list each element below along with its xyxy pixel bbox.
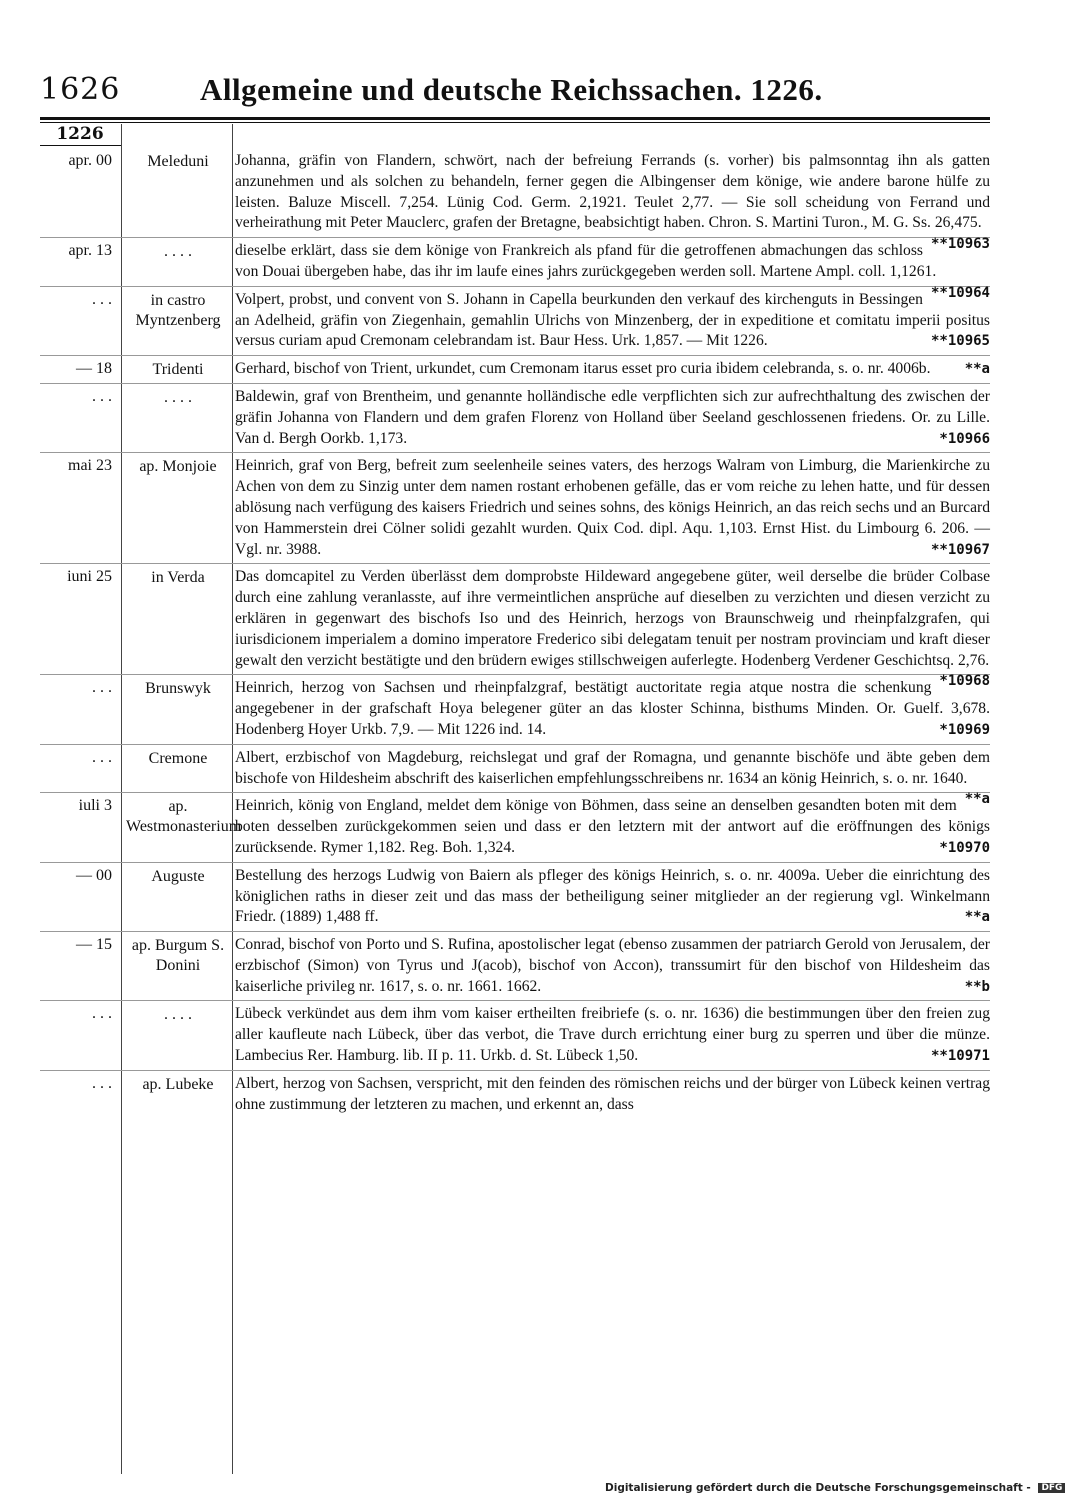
entry-reference-number: **10965: [930, 333, 990, 350]
entry-text: Lübeck verkündet aus dem ihm vom kaiser ertheilten freibriefe (s. o. nr. 1636) die bestimmungen über den freien zug aller kaufleute nach Lübeck, über das verbot, die Trave durch errichtung einer burg zu sperren und über die münze. Lambecius Rer. Hamburg. lib. II p. 11. Urkb. d. St. Lübeck 1,50.: [235, 1005, 990, 1065]
regest-entry: [40, 287, 990, 356]
header-rule-thick: [40, 117, 990, 120]
dfg-logo: DFG: [1038, 1483, 1065, 1493]
entry-date: — 18: [76, 360, 112, 378]
entry-date: — 15: [76, 936, 112, 954]
entry-date: iuli 3: [78, 797, 112, 815]
entry-text: Albert, erzbischof von Magdeburg, reichslegat und graf der Romagna, und genannte bischöfe und äbte geben dem bischofe von Hildesheim abschrift des kaiserlichen empfehlungsschreibens nr. 1634 an könig Heinrich, s. o. nr. 1640.: [235, 748, 990, 787]
entry-date: apr. 13: [68, 242, 112, 260]
regest-entry: [40, 238, 990, 301]
entry-text: Gerhard, bischof von Trient, urkundet, cum Cremonam itarus esset pro curia ibidem celebranda, s. o. nr. 4006b.: [235, 360, 931, 378]
entry-text-block: [235, 678, 990, 740]
entry-reference-number: **10971: [930, 1048, 990, 1065]
regesta-list: [40, 148, 990, 1118]
entry-text: Johanna, gräfin von Flandern, schwört, nach der befreiung Ferrands (s. vorher) bis palmsonntag ihn als gatten anzunehmen und als solchen zu behandeln, ferner gegen die Albingenser dem könige, wie andere barone hülfe zu leisten. Baluze Miscell. 7,254. Lünig Cod. Germ. 2,1921. Teulet 2,77. — Sie soll scheidung von Ferrand und verheirathung mit Peter Mauclerc, grafen der Bretagne, beabsichtigt haben. Chron. S. Martini Turon., M. G. Ss. 26,475.: [235, 152, 990, 232]
entry-text: Heinrich, herzog von Sachsen und rheinpfalzgraf, bestätigt auctoritate regia atque nostra die schenkung angegebener in der grafschaft Hoya belegener güter an das kloster Schinna, bisthums Minden. Or. Guelf. 3,678. Hodenberg Hoyer Urkb. 7,9. — Mit 1226 ind. 14.: [235, 679, 990, 738]
entry-text-block: [235, 866, 990, 928]
entry-text: Conrad, bischof von Porto und S. Rufina, apostolischer legat (ebenso zusammen der patriarch Gerold von Jerusalem, der erzbischof (Simon) von Tyrus und J(acob), bischof von Accon), transsumirt für den bischof von Hildesheim das kaiserliche privileg nr. 1617, s. o. nr. 1661. 1662.: [235, 936, 990, 995]
footer-text: Digitalisierung gefördert durch die Deutsche Forschungsgemeinschaft -: [605, 1482, 1031, 1494]
entry-text-block: [235, 935, 990, 997]
entry-place: ap. Westmonasterium: [126, 798, 242, 836]
entry-reference-number: *10970: [939, 839, 990, 856]
regest-entry: [40, 356, 990, 384]
entry-place: ap. Burgum S. Donini: [131, 937, 225, 975]
entry-text: Das domcapitel zu Verden überlässt dem domprobste Hildeward angegebene güter, weil derselbe die brüder Colbase durch eine zahlung veranlasste, auf ihre vermeintlichen ansprüche auf dieselben zu verzichten und diesen verzicht zu erklären in gegenwart des bischofs Iso und des Heinrich, herzogs von Braunschweig und rheinpfalzgrafen, qui iurisdicionem imperialem a domino imperatore Frederico sibi delegatam tenuit per nostram provinciam und kraft dieser gewalt den verzicht bestätigte und den brüdern ewiges stillschweigen auferlegte. Hodenberg Verdener Geschichtsq. 2,76.: [235, 568, 990, 669]
entry-text-block: [235, 456, 990, 560]
year-underline: [40, 145, 122, 146]
entry-text: dieselbe erklärt, dass sie dem könige von Frankreich als pfand für die getroffenen abmachungen das schloss von Douai übergeben habe, das ihr im laufe eines jahrs zurückgegeben werden soll. Martene Ampl. coll. 1,1261.: [235, 242, 937, 280]
entry-date: — 00: [76, 866, 112, 884]
funding-footer: [605, 1482, 1063, 1500]
entry-text-block: [235, 1004, 990, 1066]
entry-place: Auguste: [151, 867, 205, 885]
regest-entry: [40, 384, 990, 453]
year-label: 1226: [56, 124, 104, 144]
entry-reference-number: **10963: [930, 236, 990, 253]
entry-reference-number: *10968: [939, 673, 990, 690]
entry-text-block: [235, 241, 990, 301]
entry-reference-number: **a: [964, 791, 990, 808]
entry-text-block: [235, 1074, 990, 1116]
entry-text: Heinrich, könig von England, meldet dem könige von Böhmen, dass seine an denselben gesandten boten mit dem boten desselben zurückgekommen seien und dass er den letztern mit der antwort auf die eröffnungen des königs zurücksende. Rymer 1,182. Reg. Boh. 1,324.: [235, 797, 990, 856]
entry-date: . . .: [92, 290, 112, 308]
entry-text-block: [235, 796, 990, 858]
entry-reference-number: **10964: [930, 284, 990, 301]
entry-place: ap. Lubeke: [142, 1075, 214, 1093]
page-title: Allgemeine und deutsche Reichssachen. 1226.: [200, 72, 823, 107]
regest-entry: [40, 1071, 990, 1119]
entry-date: . . .: [92, 1005, 112, 1023]
entry-text: Heinrich, graf von Berg, befreit zum seelenheile seines vaters, des herzogs Walram von Limburg, die Marienkirche zu Achen von dem zu Sinzig unter dem namen rostant erhobenen gefälle, das er vom reiche zu lehen hatte, und für dessen ablösung nach verfügung des kaisers Friedrich und seines sohns, des königs Heinrich, an das reich sechs und an Burcard von Hammerstein drei Cölner solidi gezahlt wurden. Quix Cod. dipl. Aqu. 1,103. Ernst Hist. du Limbourg 6. 206. — Vgl. nr. 3988.: [235, 457, 990, 558]
entry-reference-number: *10969: [939, 721, 990, 738]
entry-text-block: [235, 387, 990, 449]
regest-entry: [40, 675, 990, 744]
regest-entry: [40, 863, 990, 932]
entry-place: Brunswyk: [145, 680, 211, 698]
entry-reference-number: **b: [964, 978, 990, 995]
entry-text-block: [235, 151, 990, 253]
regest-entry: [40, 453, 990, 564]
entry-reference-number: *10966: [939, 430, 990, 447]
entry-date: . . .: [92, 387, 112, 405]
entry-place: Cremone: [148, 749, 208, 767]
entry-place: ap. Monjoie: [139, 458, 217, 476]
entry-reference-number: **a: [964, 361, 990, 378]
entry-reference-number: **10967: [930, 541, 990, 558]
entry-place: . . . .: [164, 243, 192, 261]
entry-date: . . .: [92, 748, 112, 766]
regest-entry: [40, 932, 990, 1001]
entry-text: Bestellung des herzogs Ludwig von Baiern als pfleger des königs Heinrich, s. o. nr. 4009a. Ueber die einrichtung des königlichen raths in dieser zeit und das mass der betheiligung seiner mitglieder an der regierung vgl. Winkelmann Friedr. (1889) 1,488 ff.: [235, 866, 990, 926]
entry-text-block: [235, 567, 990, 690]
entry-date: mai 23: [68, 457, 112, 475]
header-rule-thin: [40, 122, 990, 123]
entry-date: apr. 00: [68, 152, 112, 169]
entry-place: in Verda: [151, 569, 205, 587]
entry-place: . . . .: [164, 388, 192, 406]
page-number: 1626: [40, 72, 121, 107]
entry-place: . . . .: [164, 1006, 192, 1024]
entry-text-block: [235, 290, 990, 352]
entry-text: Albert, herzog von Sachsen, verspricht, mit den feinden des römischen reichs und der bürger von Lübeck keinen vertrag ohne zustimmung der letzteren zu machen, und erkennt an, dass: [235, 1074, 990, 1113]
entry-text: Volpert, probst, und convent von S. Johann in Capella beurkunden den verkauf des kirchenguts in Bessingen an Adelheid, gräfin von Ziegenhain, gemahlin Ulrichs von Minzenberg, der in expeditione et comitatu imperii positus versus curiam apud Cremonam celebrandam ist. Baur Hess. Urk. 1,857. — Mit 1226.: [235, 290, 990, 350]
entry-place: Meleduni: [147, 153, 209, 170]
entry-place: Tridenti: [152, 361, 204, 379]
entry-date: . . .: [92, 1074, 112, 1092]
entry-text-block: [235, 748, 990, 808]
page-header: [40, 72, 990, 122]
entry-place: in castro Myntzenberg: [135, 291, 221, 329]
regest-entry: [40, 793, 990, 862]
entry-text-block: [235, 359, 990, 380]
entry-reference-number: **a: [964, 909, 990, 926]
entry-text: Baldewin, graf von Brentheim, und genannte holländische edle verpflichten sich zur aufrechthaltung des zwischen der gräfin Johanna von Flandern und dem grafen Florenz von Holland über Seeland geschlossenen friedens. Or. zu Lille. Van d. Bergh Oorkb. 1,173.: [235, 387, 990, 447]
entry-date: iuni 25: [67, 568, 112, 586]
entry-date: . . .: [92, 679, 112, 697]
regest-entry: [40, 1001, 990, 1070]
